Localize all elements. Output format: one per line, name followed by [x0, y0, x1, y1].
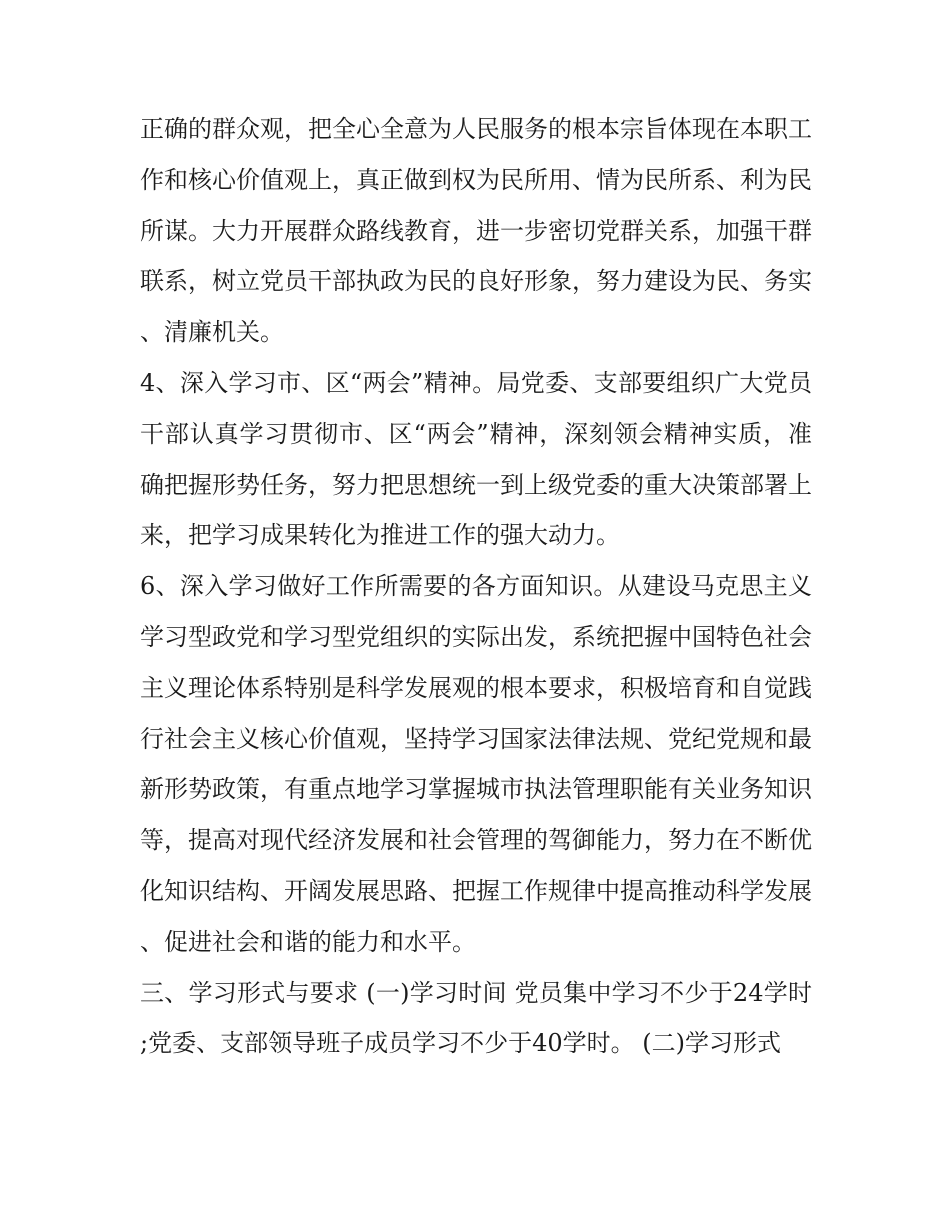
- paragraph-mass-viewpoint: 正确的群众观，把全心全意为人民服务的根本宗旨体现在本职工作和核心价值观上，真正做到权为民所用、情为民所系、利为民所谋。大力开展群众路线教育，进一步密切党群关系，加强干群联系，树立党员干部执政为民的良好形象，努力建设为民、务实、清廉机关。: [140, 115, 812, 347]
- paragraph-item-4-two-sessions: 4、深入学习市、区“两会”精神。局党委、支部要组织广大党员干部认真学习贯彻市、区“两会”精神，深刻领会精神实质，准确把握形势任务，努力把思想统一到上级党委的重大决策部署上来，把学习成果转化为推进工作的强大动力。: [140, 368, 812, 550]
- document-body: [140, 104, 812, 1069]
- paragraph-section-3-study-form: 三、学习形式与要求 (一)学习时间 党员集中学习不少于24学时;党委、支部领导班子成员学习不少于40学时。 (二)学习形式: [140, 978, 812, 1058]
- paragraph-item-6-knowledge: 6、深入学习做好工作所需要的各方面知识。从建设马克思主义学习型政党和学习型党组织的实际出发，系统把握中国特色社会主义理论体系特别是科学发展观的根本要求，积极培育和自觉践行社会主义核心价值观，坚持学习国家法律法规、党纪党规和最新形势政策，有重点地学习掌握城市执法管理职能有关业务知识等，提高对现代经济发展和社会管理的驾御能力，努力在不断优化知识结构、开阔发展思路、把握工作规律中提高推动科学发展、促进社会和谐的能力和水平。: [140, 572, 812, 956]
